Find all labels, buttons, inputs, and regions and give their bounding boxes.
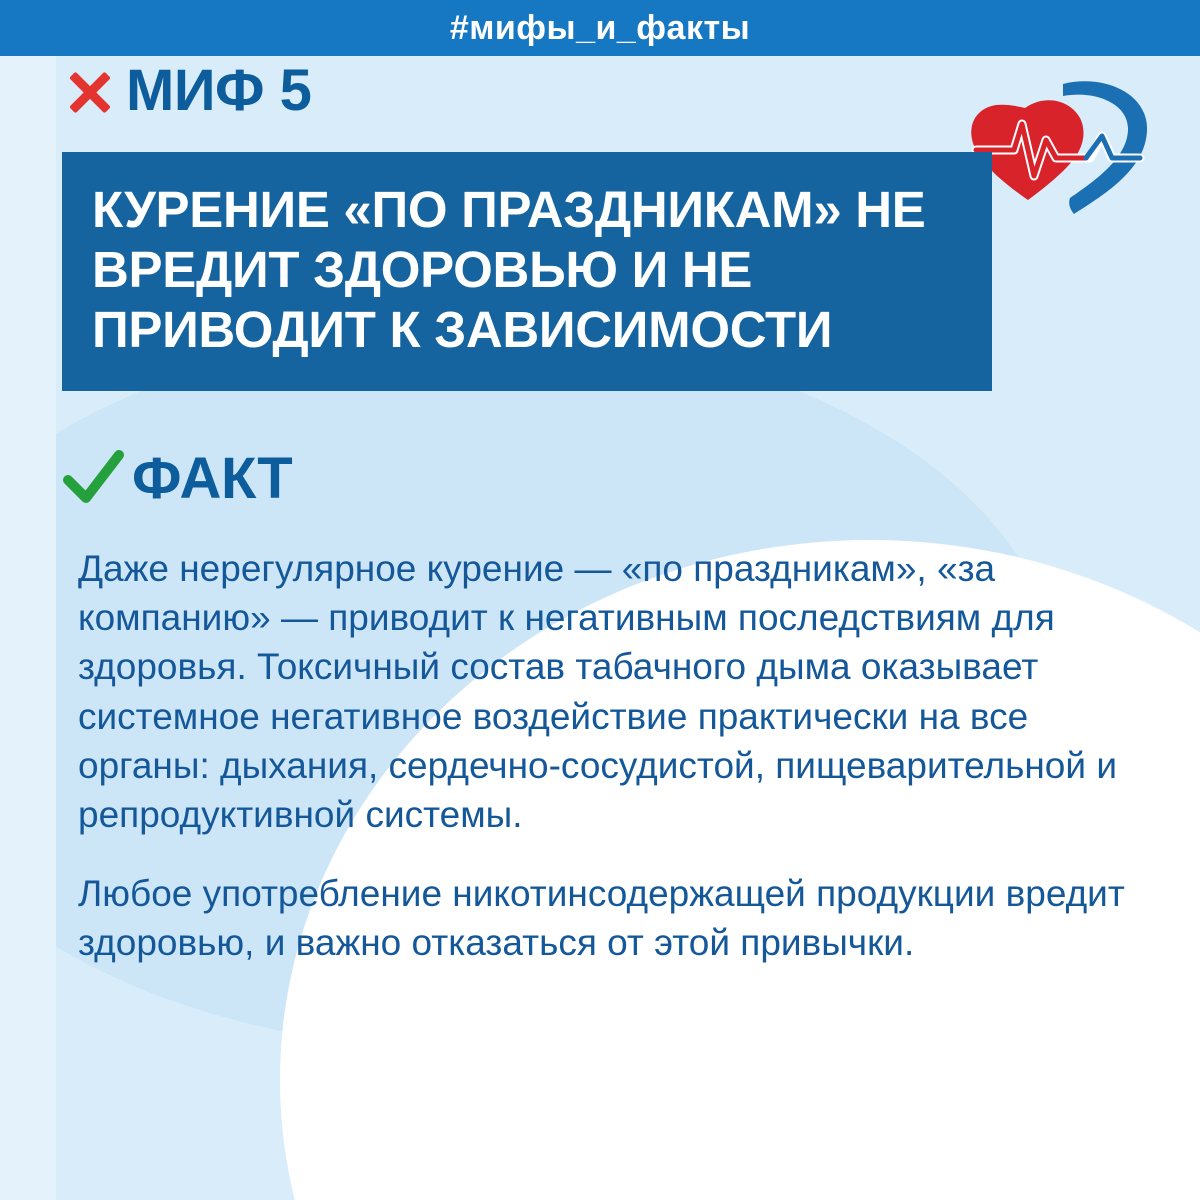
myth-label: МИФ 5 <box>126 58 312 123</box>
myth-statement-block <box>62 152 992 391</box>
fact-body <box>78 544 1148 968</box>
myth-heading <box>62 58 312 123</box>
myth-statement-text: КУРЕНИЕ «ПО ПРАЗДНИКАМ» НЕ ВРЕДИТ ЗДОРОВЬЮ И НЕ ПРИВОДИТ К ЗАВИСИМОСТИ <box>92 181 926 359</box>
fact-label: ФАКТ <box>132 446 293 511</box>
fact-paragraph-2: Любое употребление никотинсодержащей продукции вредит здоровью, и важно отказаться от этой привычки. <box>78 873 1125 964</box>
hashtag-bar <box>0 0 1200 56</box>
fact-paragraph-1: Даже нерегулярное курение — «по праздникам», «за компанию» — приводит к негативным последствиям для здоровья. Токсичный состав табачного дыма оказывает системное негативное воздействие практически на все органы: дыхания, сердечно-сосудистой, пищеварительной и репродуктивной системы. <box>78 548 1117 836</box>
hashtag-label: #мифы_и_факты <box>449 8 751 47</box>
fact-heading <box>62 448 292 510</box>
cross-icon <box>62 64 116 118</box>
check-icon <box>62 448 124 510</box>
background-left-strip <box>0 0 56 1200</box>
